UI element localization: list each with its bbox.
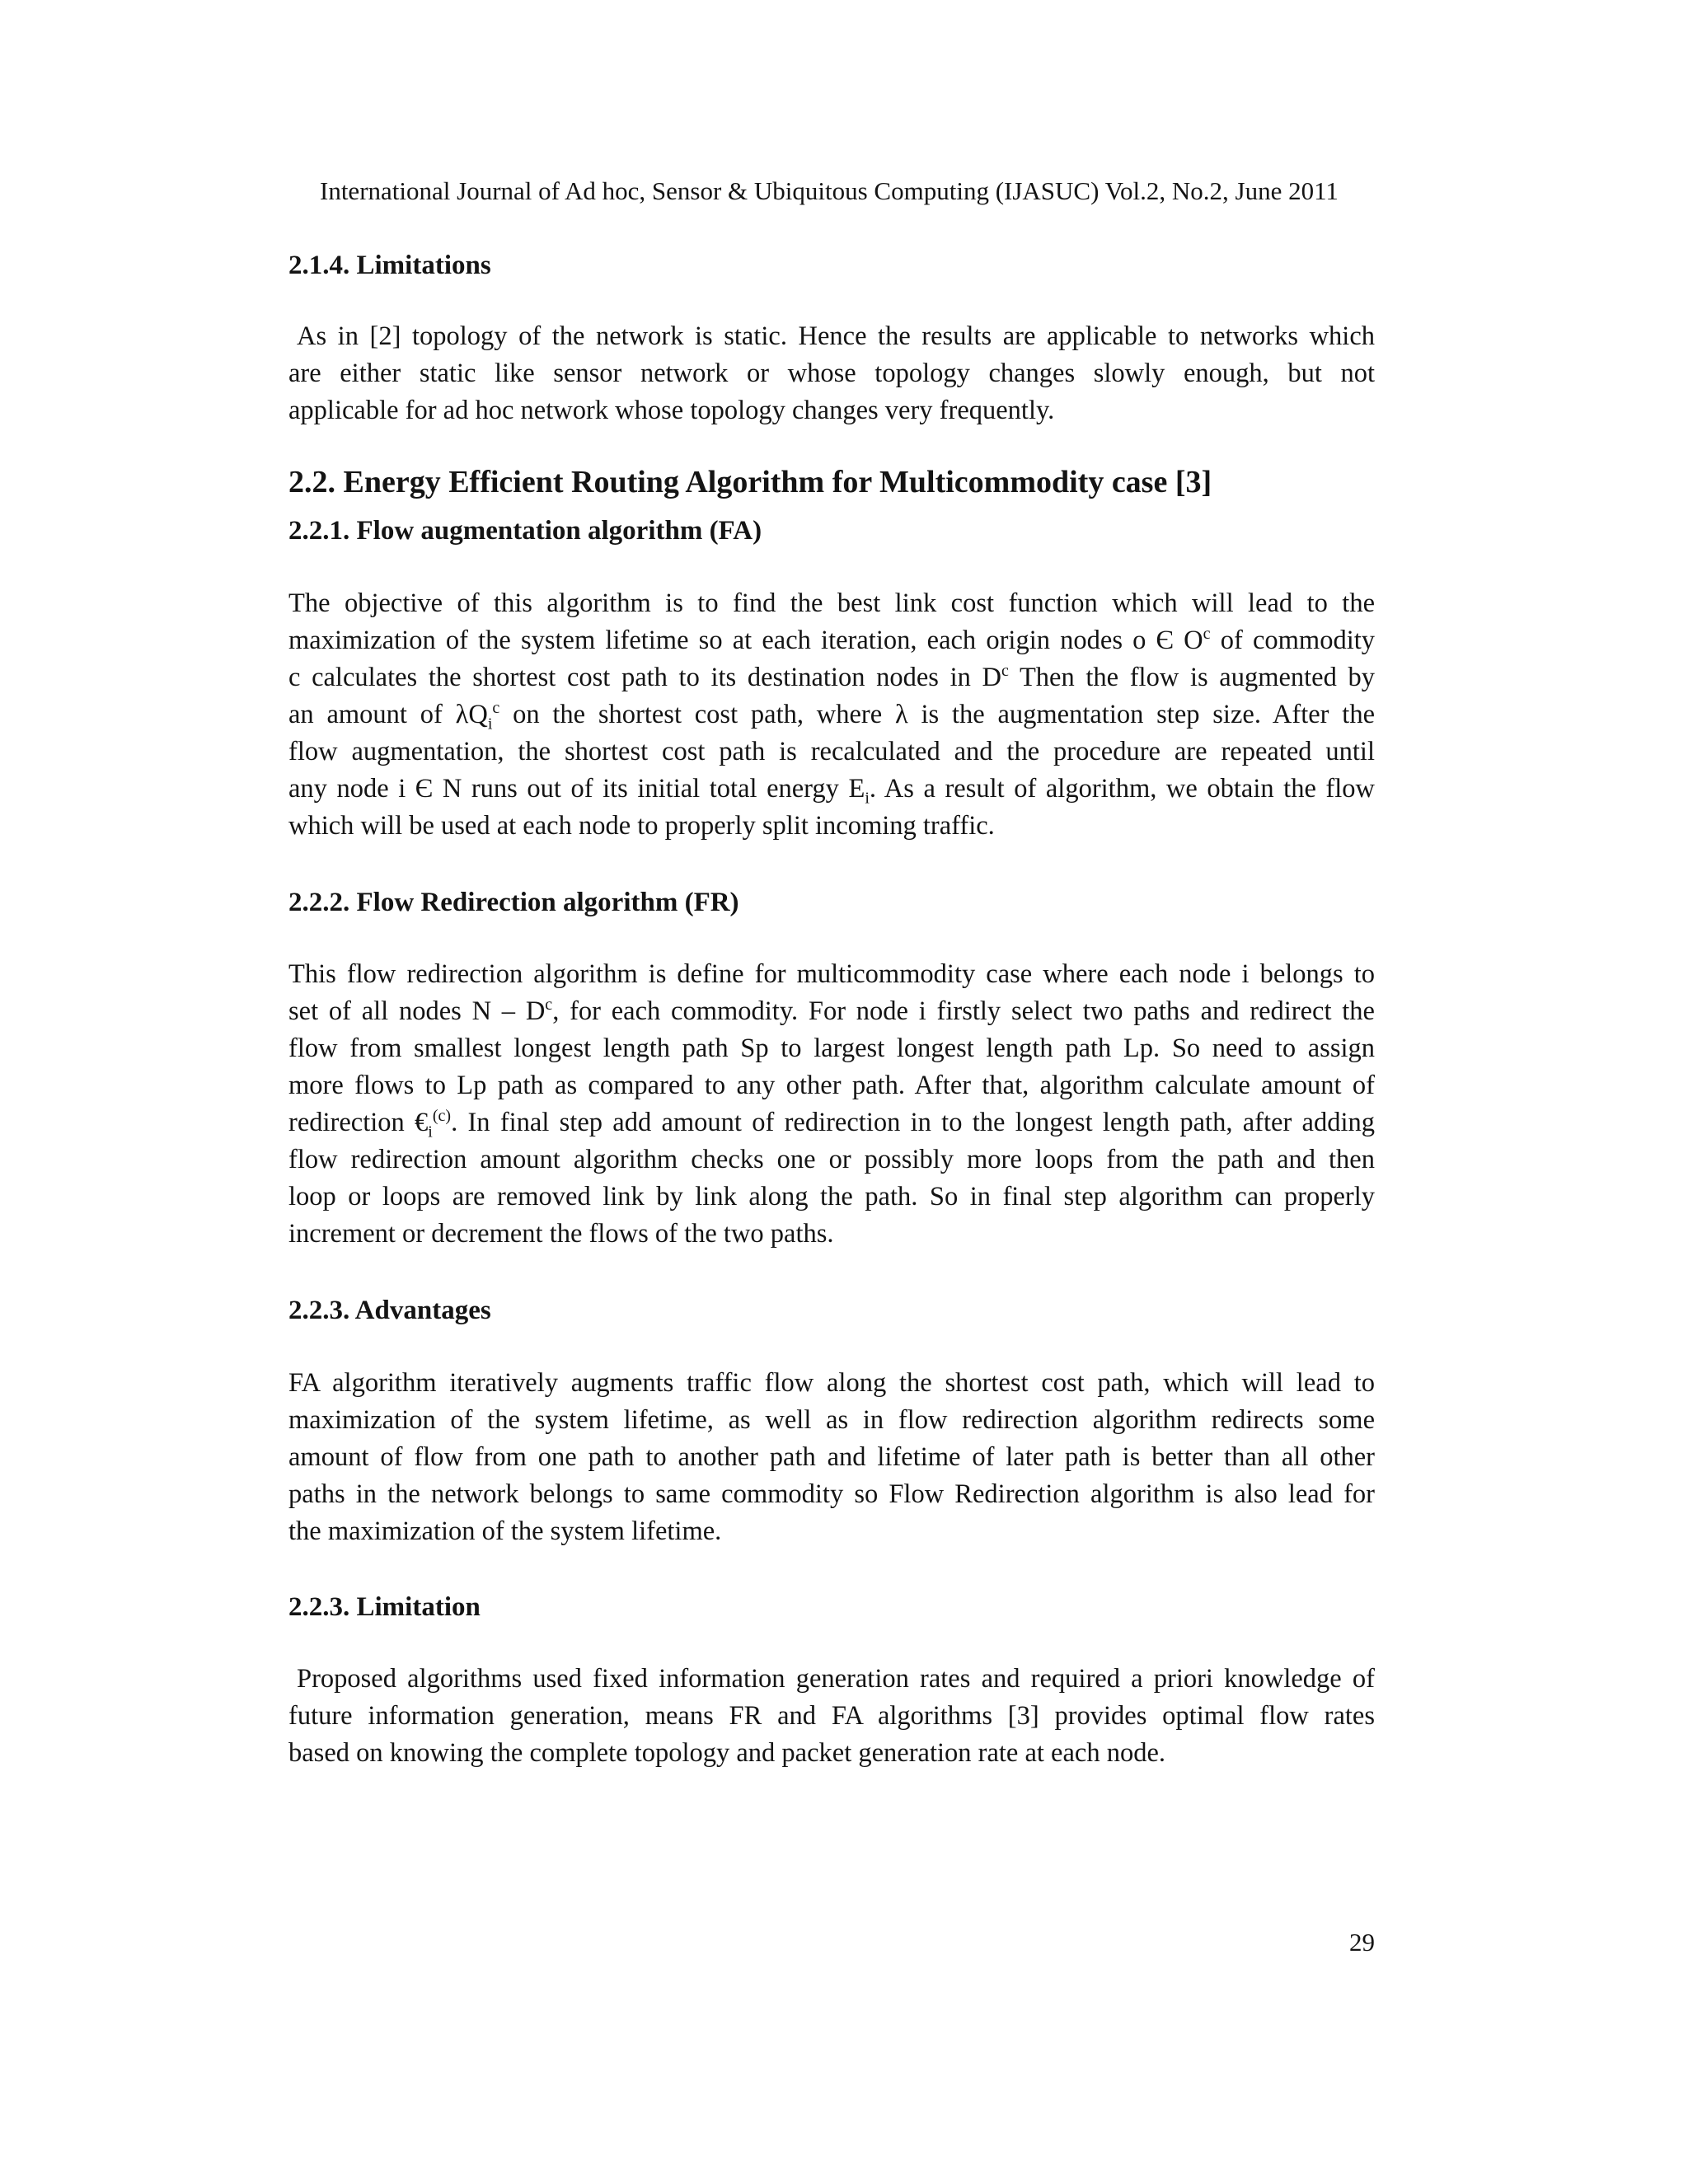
text-line: maximization of the system lifetime, as well as in flow redirection algorithm redirects some bbox=[288, 1405, 1375, 1435]
text-line: As in [2] topology of the network is static. Hence the results are applicable to networks which bbox=[297, 321, 1375, 351]
paragraph-2-2-3-advantages bbox=[288, 1365, 1375, 1550]
heading-2-2-3-advantages: 2.2.3. Advantages bbox=[288, 1296, 491, 1325]
text-line: which will be used at each node to properly split incoming traffic. bbox=[288, 811, 995, 841]
text-line: amount of flow from one path to another path and lifetime of later path is better than all other bbox=[288, 1442, 1375, 1472]
paragraph-2-2-3-limitation bbox=[288, 1661, 1375, 1772]
text-line: FA algorithm iteratively augments traffic flow along the shortest cost path, which will lead to bbox=[288, 1368, 1375, 1398]
running-header: International Journal of Ad hoc, Sensor & Ubiquitous Computing (IJASUC) Vol.2, No.2, June 2011 bbox=[320, 176, 1339, 205]
text-line: paths in the network belongs to same commodity so Flow Redirection algorithm is also lead for bbox=[288, 1479, 1375, 1509]
text-line: based on knowing the complete topology and packet generation rate at each node. bbox=[288, 1738, 1165, 1768]
heading-2-2-2: 2.2.2. Flow Redirection algorithm (FR) bbox=[288, 888, 739, 917]
text-line: applicable for ad hoc network whose topology changes very frequently. bbox=[288, 396, 1055, 425]
text-line: any node i Є N runs out of its initial total energy $E_i$. As a result of algorithm, we obtain the flow bbox=[288, 774, 1375, 808]
paragraph-2-2-1 bbox=[288, 585, 1375, 845]
text-line: c calculates the shortest cost path to its destination nodes in $D^c$ Then the flow is augmented by bbox=[288, 662, 1376, 692]
paragraph-2-2-2 bbox=[288, 956, 1375, 1253]
text-line: an amount of $\lambda Q_i^c$ on the shortest cost path, where λ is the augmentation step size. After the bbox=[288, 699, 1376, 733]
text-line: This flow redirection algorithm is define for multicommodity case where each node i belongs to bbox=[288, 959, 1375, 989]
text-line: The objective of this algorithm is to find the best link cost function which will lead to the bbox=[288, 588, 1375, 618]
text-line: flow augmentation, the shortest cost path is recalculated and the procedure are repeated until bbox=[288, 737, 1375, 766]
heading-2-2-3-limitation: 2.2.3. Limitation bbox=[288, 1592, 481, 1622]
text-line: loop or loops are removed link by link along the path. So in final step algorithm can properly bbox=[288, 1182, 1375, 1212]
text-line: Proposed algorithms used fixed information generation rates and required a priori knowledge of bbox=[297, 1664, 1375, 1694]
text-line: maximization of the system lifetime so at each iteration, each origin nodes o Є $O^c$ of commodity bbox=[288, 625, 1376, 655]
text-line: are either static like sensor network or whose topology changes slowly enough, but not bbox=[288, 359, 1375, 388]
text-line: flow redirection amount algorithm checks one or possibly more loops from the path and then bbox=[288, 1145, 1375, 1174]
heading-2-2: 2.2. Energy Efficient Routing Algorithm for Multicommodity case [3] bbox=[288, 465, 1212, 499]
text-line: more flows to Lp path as compared to any other path. After that, algorithm calculate amount of bbox=[288, 1071, 1375, 1100]
text-line: future information generation, means FR and FA algorithms [3] provides optimal flow rates bbox=[288, 1701, 1375, 1731]
heading-2-1-4: 2.1.4. Limitations bbox=[288, 251, 491, 280]
text-line: flow from smallest longest length path Sp to largest longest length path Lp. So need to assign bbox=[288, 1033, 1375, 1063]
text-line: redirection $€_i^{(c)}$. In final step add amount of redirection in to the longest length path, after adding bbox=[288, 1107, 1375, 1141]
heading-2-2-1: 2.2.1. Flow augmentation algorithm (FA) bbox=[288, 516, 762, 546]
text-line: the maximization of the system lifetime. bbox=[288, 1516, 722, 1546]
text-line: increment or decrement the flows of the two paths. bbox=[288, 1219, 834, 1249]
paragraph-2-1-4 bbox=[288, 318, 1375, 429]
text-line: set of all nodes N – $D^c$, for each commodity. For node i firstly select two paths and redirect the bbox=[288, 996, 1375, 1026]
page-number: 29 bbox=[1349, 1928, 1375, 1957]
